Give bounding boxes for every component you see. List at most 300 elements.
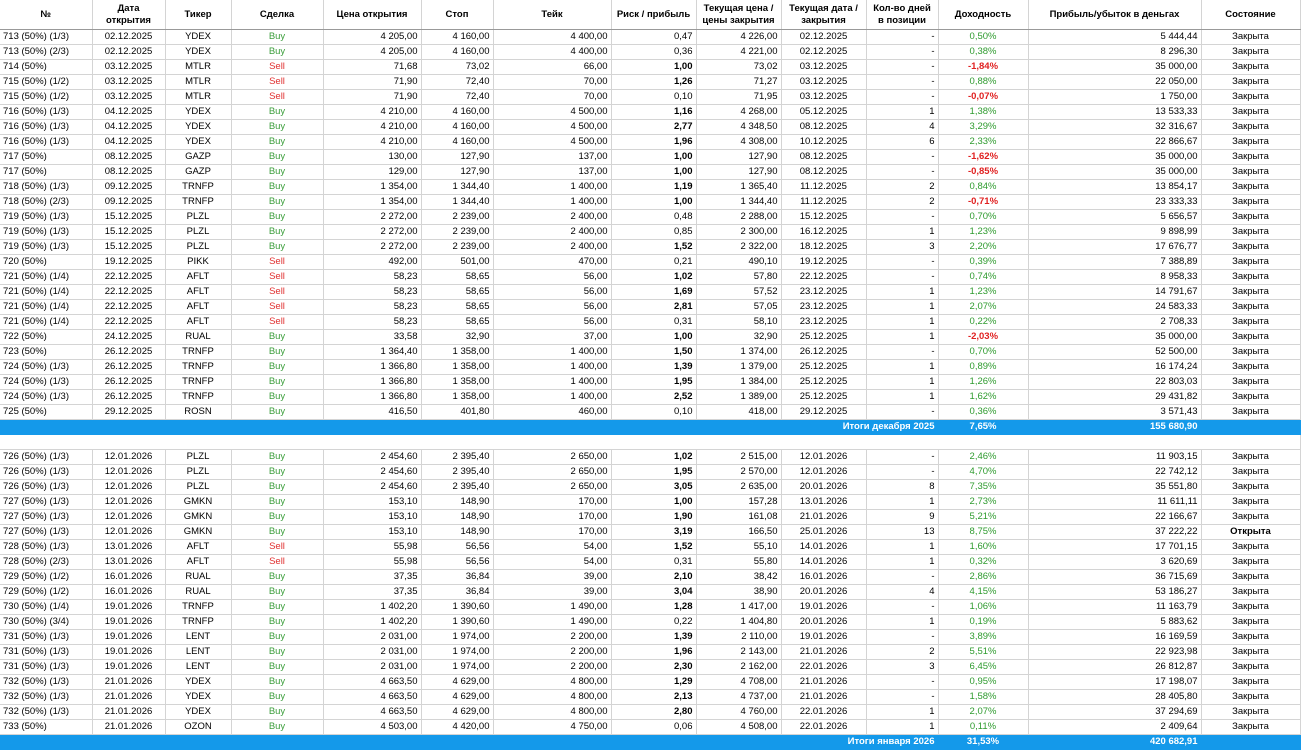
cell-risk-reward[interactable]: 1,26 — [611, 75, 696, 90]
cell-open-date[interactable]: 22.12.2025 — [92, 285, 165, 300]
cell-pnl[interactable]: 35 000,00 — [1028, 150, 1201, 165]
cell-risk-reward[interactable]: 1,02 — [611, 270, 696, 285]
cell-open-date[interactable]: 02.12.2025 — [92, 45, 165, 60]
col-header[interactable]: Тейк — [493, 0, 611, 30]
cell-ticker[interactable]: GAZP — [165, 150, 231, 165]
cell-status[interactable]: Закрыта — [1201, 480, 1300, 495]
cell-ticker[interactable]: YDEX — [165, 675, 231, 690]
cell-yield[interactable]: 3,89% — [938, 630, 1028, 645]
cell-close-price[interactable]: 1 417,00 — [696, 600, 781, 615]
cell-close-date[interactable]: 10.12.2025 — [781, 135, 866, 150]
cell-side[interactable]: Buy — [231, 180, 323, 195]
cell-stop-price[interactable]: 1 390,60 — [421, 600, 493, 615]
cell-risk-reward[interactable]: 2,30 — [611, 660, 696, 675]
cell-open-price[interactable]: 2 272,00 — [323, 240, 421, 255]
cell-close-price[interactable]: 71,27 — [696, 75, 781, 90]
cell-open-price[interactable]: 55,98 — [323, 540, 421, 555]
cell-close-date[interactable]: 03.12.2025 — [781, 75, 866, 90]
cell-yield[interactable]: 0,19% — [938, 615, 1028, 630]
cell-open-price[interactable]: 492,00 — [323, 255, 421, 270]
cell-trade-id[interactable]: 720 (50%) — [0, 255, 92, 270]
cell-trade-id[interactable]: 731 (50%) (1/3) — [0, 645, 92, 660]
cell-trade-id[interactable]: 727 (50%) (1/3) — [0, 510, 92, 525]
cell-close-price[interactable]: 1 344,40 — [696, 195, 781, 210]
cell-stop-price[interactable]: 401,80 — [421, 405, 493, 420]
cell-pnl[interactable]: 37 222,22 — [1028, 525, 1201, 540]
cell-stop-price[interactable]: 4 629,00 — [421, 705, 493, 720]
cell-open-price[interactable]: 71,68 — [323, 60, 421, 75]
cell-take-price[interactable]: 4 500,00 — [493, 105, 611, 120]
col-header[interactable]: Состояние — [1201, 0, 1300, 30]
cell-days-in-position[interactable]: 8 — [866, 480, 938, 495]
cell-side[interactable]: Buy — [231, 450, 323, 465]
cell-yield[interactable]: 1,26% — [938, 375, 1028, 390]
cell-open-price[interactable]: 1 366,80 — [323, 375, 421, 390]
cell-open-date[interactable]: 19.01.2026 — [92, 660, 165, 675]
cell-yield[interactable]: -1,84% — [938, 60, 1028, 75]
cell-status[interactable]: Закрыта — [1201, 675, 1300, 690]
cell-pnl[interactable]: 36 715,69 — [1028, 570, 1201, 585]
cell-pnl[interactable]: 3 620,69 — [1028, 555, 1201, 570]
cell-ticker[interactable]: TRNFP — [165, 180, 231, 195]
cell-side[interactable]: Buy — [231, 630, 323, 645]
cell-open-date[interactable]: 12.01.2026 — [92, 465, 165, 480]
cell-open-price[interactable]: 58,23 — [323, 285, 421, 300]
cell-trade-id[interactable]: 719 (50%) (1/3) — [0, 240, 92, 255]
cell-open-date[interactable]: 12.01.2026 — [92, 480, 165, 495]
cell-open-date[interactable]: 19.01.2026 — [92, 600, 165, 615]
cell-pnl[interactable]: 28 405,80 — [1028, 690, 1201, 705]
cell-stop-price[interactable]: 127,90 — [421, 150, 493, 165]
cell-trade-id[interactable]: 722 (50%) — [0, 330, 92, 345]
cell-open-date[interactable]: 12.01.2026 — [92, 510, 165, 525]
cell-ticker[interactable]: TRNFP — [165, 345, 231, 360]
cell-ticker[interactable]: GMKN — [165, 510, 231, 525]
cell-open-date[interactable]: 02.12.2025 — [92, 30, 165, 45]
cell-yield[interactable]: -0,07% — [938, 90, 1028, 105]
cell-status[interactable]: Закрыта — [1201, 585, 1300, 600]
cell-risk-reward[interactable]: 0,22 — [611, 615, 696, 630]
cell-close-price[interactable]: 1 404,80 — [696, 615, 781, 630]
cell-side[interactable]: Buy — [231, 405, 323, 420]
cell-pnl[interactable]: 22 742,12 — [1028, 465, 1201, 480]
cell-days-in-position[interactable]: 1 — [866, 375, 938, 390]
cell-ticker[interactable]: MTLR — [165, 60, 231, 75]
cell-status[interactable]: Закрыта — [1201, 555, 1300, 570]
cell-close-date[interactable]: 25.12.2025 — [781, 390, 866, 405]
cell-pnl[interactable]: 16 169,59 — [1028, 630, 1201, 645]
cell-risk-reward[interactable]: 0,10 — [611, 90, 696, 105]
cell-close-price[interactable]: 4 221,00 — [696, 45, 781, 60]
cell-ticker[interactable]: TRNFP — [165, 375, 231, 390]
cell-status[interactable]: Закрыта — [1201, 630, 1300, 645]
cell-pnl[interactable]: 8 958,33 — [1028, 270, 1201, 285]
cell-status[interactable]: Закрыта — [1201, 510, 1300, 525]
cell-days-in-position[interactable]: - — [866, 675, 938, 690]
cell-trade-id[interactable]: 727 (50%) (1/3) — [0, 525, 92, 540]
cell-ticker[interactable]: PLZL — [165, 210, 231, 225]
cell-ticker[interactable]: LENT — [165, 645, 231, 660]
cell-yield[interactable]: 2,86% — [938, 570, 1028, 585]
cell-days-in-position[interactable]: 1 — [866, 555, 938, 570]
cell-days-in-position[interactable]: - — [866, 405, 938, 420]
cell-close-date[interactable]: 23.12.2025 — [781, 300, 866, 315]
cell-open-date[interactable]: 24.12.2025 — [92, 330, 165, 345]
cell-side[interactable]: Buy — [231, 150, 323, 165]
cell-open-date[interactable]: 13.01.2026 — [92, 555, 165, 570]
cell-open-price[interactable]: 2 272,00 — [323, 210, 421, 225]
cell-risk-reward[interactable]: 1,39 — [611, 360, 696, 375]
cell-side[interactable]: Buy — [231, 225, 323, 240]
cell-take-price[interactable]: 1 400,00 — [493, 195, 611, 210]
cell-status[interactable]: Закрыта — [1201, 465, 1300, 480]
cell-open-date[interactable]: 26.12.2025 — [92, 390, 165, 405]
cell-close-price[interactable]: 161,08 — [696, 510, 781, 525]
cell-risk-reward[interactable]: 0,47 — [611, 30, 696, 45]
cell-days-in-position[interactable]: 3 — [866, 240, 938, 255]
cell-pnl[interactable]: 5 444,44 — [1028, 30, 1201, 45]
cell-side[interactable]: Buy — [231, 525, 323, 540]
cell-take-price[interactable]: 4 400,00 — [493, 30, 611, 45]
cell-risk-reward[interactable]: 1,00 — [611, 60, 696, 75]
cell-stop-price[interactable]: 58,65 — [421, 300, 493, 315]
cell-close-price[interactable]: 2 570,00 — [696, 465, 781, 480]
cell-take-price[interactable]: 1 490,00 — [493, 600, 611, 615]
cell-take-price[interactable]: 4 750,00 — [493, 720, 611, 735]
cell-stop-price[interactable]: 1 344,40 — [421, 195, 493, 210]
cell-days-in-position[interactable]: 1 — [866, 285, 938, 300]
cell-open-date[interactable]: 03.12.2025 — [92, 90, 165, 105]
cell-close-date[interactable]: 21.01.2026 — [781, 690, 866, 705]
cell-trade-id[interactable]: 718 (50%) (1/3) — [0, 180, 92, 195]
cell-open-price[interactable]: 71,90 — [323, 90, 421, 105]
cell-stop-price[interactable]: 1 974,00 — [421, 660, 493, 675]
cell-close-price[interactable]: 2 143,00 — [696, 645, 781, 660]
cell-close-date[interactable]: 13.01.2026 — [781, 495, 866, 510]
cell-take-price[interactable]: 137,00 — [493, 150, 611, 165]
cell-status[interactable]: Закрыта — [1201, 60, 1300, 75]
cell-stop-price[interactable]: 2 239,00 — [421, 240, 493, 255]
cell-days-in-position[interactable]: 1 — [866, 315, 938, 330]
cell-pnl[interactable]: 1 750,00 — [1028, 90, 1201, 105]
cell-side[interactable]: Buy — [231, 615, 323, 630]
cell-side[interactable]: Buy — [231, 105, 323, 120]
cell-ticker[interactable]: RUAL — [165, 585, 231, 600]
cell-pnl[interactable]: 35 000,00 — [1028, 165, 1201, 180]
cell-yield[interactable]: 2,07% — [938, 705, 1028, 720]
cell-open-date[interactable]: 04.12.2025 — [92, 105, 165, 120]
cell-stop-price[interactable]: 56,56 — [421, 555, 493, 570]
cell-stop-price[interactable]: 36,84 — [421, 570, 493, 585]
cell-close-price[interactable]: 4 737,00 — [696, 690, 781, 705]
cell-take-price[interactable]: 170,00 — [493, 510, 611, 525]
cell-status[interactable]: Закрыта — [1201, 195, 1300, 210]
cell-status[interactable]: Закрыта — [1201, 135, 1300, 150]
cell-stop-price[interactable]: 56,56 — [421, 540, 493, 555]
cell-trade-id[interactable]: 718 (50%) (2/3) — [0, 195, 92, 210]
cell-close-date[interactable]: 05.12.2025 — [781, 105, 866, 120]
total-pnl[interactable]: 155 680,90 — [1028, 420, 1201, 435]
cell-stop-price[interactable]: 4 160,00 — [421, 135, 493, 150]
cell-trade-id[interactable]: 723 (50%) — [0, 345, 92, 360]
cell-yield[interactable]: 4,15% — [938, 585, 1028, 600]
cell-yield[interactable]: 1,60% — [938, 540, 1028, 555]
cell-days-in-position[interactable]: - — [866, 690, 938, 705]
cell-risk-reward[interactable]: 1,69 — [611, 285, 696, 300]
cell-days-in-position[interactable]: - — [866, 30, 938, 45]
cell-ticker[interactable]: PLZL — [165, 480, 231, 495]
cell-close-date[interactable]: 21.01.2026 — [781, 510, 866, 525]
cell-side[interactable]: Buy — [231, 30, 323, 45]
cell-close-price[interactable]: 2 515,00 — [696, 450, 781, 465]
cell-trade-id[interactable]: 716 (50%) (1/3) — [0, 135, 92, 150]
cell-risk-reward[interactable]: 1,52 — [611, 540, 696, 555]
cell-side[interactable]: Buy — [231, 675, 323, 690]
cell-take-price[interactable]: 56,00 — [493, 315, 611, 330]
cell-close-date[interactable]: 25.01.2026 — [781, 525, 866, 540]
cell-yield[interactable]: 0,70% — [938, 345, 1028, 360]
cell-ticker[interactable]: YDEX — [165, 705, 231, 720]
cell-stop-price[interactable]: 72,40 — [421, 75, 493, 90]
cell-stop-price[interactable]: 2 239,00 — [421, 210, 493, 225]
cell-close-price[interactable]: 4 348,50 — [696, 120, 781, 135]
cell-close-date[interactable]: 02.12.2025 — [781, 45, 866, 60]
cell-yield[interactable]: 0,38% — [938, 45, 1028, 60]
cell-close-price[interactable]: 127,90 — [696, 165, 781, 180]
cell-days-in-position[interactable]: - — [866, 165, 938, 180]
cell-ticker[interactable]: PLZL — [165, 225, 231, 240]
cell-side[interactable]: Buy — [231, 390, 323, 405]
cell-days-in-position[interactable]: 1 — [866, 225, 938, 240]
cell-risk-reward[interactable]: 0,21 — [611, 255, 696, 270]
cell-side[interactable]: Buy — [231, 375, 323, 390]
cell-close-date[interactable]: 19.01.2026 — [781, 630, 866, 645]
cell-open-date[interactable]: 08.12.2025 — [92, 165, 165, 180]
cell-risk-reward[interactable]: 3,05 — [611, 480, 696, 495]
cell-open-price[interactable]: 58,23 — [323, 270, 421, 285]
cell-close-price[interactable]: 2 288,00 — [696, 210, 781, 225]
cell-days-in-position[interactable]: - — [866, 150, 938, 165]
cell-ticker[interactable]: AFLT — [165, 270, 231, 285]
cell-open-date[interactable]: 15.12.2025 — [92, 210, 165, 225]
cell-trade-id[interactable]: 721 (50%) (1/4) — [0, 270, 92, 285]
cell-open-price[interactable]: 2 031,00 — [323, 660, 421, 675]
cell-ticker[interactable]: PLZL — [165, 450, 231, 465]
cell-trade-id[interactable]: 717 (50%) — [0, 150, 92, 165]
cell-status[interactable]: Закрыта — [1201, 255, 1300, 270]
cell-take-price[interactable]: 2 400,00 — [493, 210, 611, 225]
cell-days-in-position[interactable]: - — [866, 90, 938, 105]
cell-open-price[interactable]: 2 454,60 — [323, 450, 421, 465]
cell-trade-id[interactable]: 713 (50%) (1/3) — [0, 30, 92, 45]
cell-take-price[interactable]: 2 650,00 — [493, 450, 611, 465]
cell-close-price[interactable]: 38,42 — [696, 570, 781, 585]
cell-open-date[interactable]: 21.01.2026 — [92, 690, 165, 705]
cell-status[interactable]: Закрыта — [1201, 690, 1300, 705]
cell-take-price[interactable]: 4 800,00 — [493, 705, 611, 720]
cell-trade-id[interactable]: 713 (50%) (2/3) — [0, 45, 92, 60]
cell-risk-reward[interactable]: 0,85 — [611, 225, 696, 240]
cell-open-price[interactable]: 153,10 — [323, 510, 421, 525]
cell-open-price[interactable]: 1 402,20 — [323, 615, 421, 630]
cell-open-date[interactable]: 04.12.2025 — [92, 120, 165, 135]
cell-status[interactable]: Закрыта — [1201, 705, 1300, 720]
cell-pnl[interactable]: 14 791,67 — [1028, 285, 1201, 300]
cell-open-price[interactable]: 58,23 — [323, 315, 421, 330]
cell-ticker[interactable]: PLZL — [165, 465, 231, 480]
cell-days-in-position[interactable]: 4 — [866, 585, 938, 600]
cell-days-in-position[interactable]: 1 — [866, 300, 938, 315]
cell-take-price[interactable]: 2 400,00 — [493, 225, 611, 240]
cell-yield[interactable]: 0,88% — [938, 75, 1028, 90]
cell-close-price[interactable]: 57,05 — [696, 300, 781, 315]
cell-days-in-position[interactable]: 9 — [866, 510, 938, 525]
cell-risk-reward[interactable]: 1,00 — [611, 195, 696, 210]
cell-side[interactable]: Buy — [231, 210, 323, 225]
cell-pnl[interactable]: 37 294,69 — [1028, 705, 1201, 720]
cell-close-date[interactable]: 08.12.2025 — [781, 120, 866, 135]
cell-open-date[interactable]: 26.12.2025 — [92, 345, 165, 360]
cell-close-price[interactable]: 73,02 — [696, 60, 781, 75]
cell-side[interactable]: Buy — [231, 510, 323, 525]
cell-open-price[interactable]: 416,50 — [323, 405, 421, 420]
cell-ticker[interactable]: MTLR — [165, 75, 231, 90]
cell-take-price[interactable]: 170,00 — [493, 525, 611, 540]
cell-stop-price[interactable]: 501,00 — [421, 255, 493, 270]
cell-take-price[interactable]: 4 500,00 — [493, 120, 611, 135]
cell-close-date[interactable]: 19.12.2025 — [781, 255, 866, 270]
col-header[interactable]: Кол-во дней в позиции — [866, 0, 938, 30]
cell-ticker[interactable]: TRNFP — [165, 600, 231, 615]
cell-pnl[interactable]: 9 898,99 — [1028, 225, 1201, 240]
cell-close-price[interactable]: 55,10 — [696, 540, 781, 555]
cell-ticker[interactable]: GAZP — [165, 165, 231, 180]
cell-trade-id[interactable]: 719 (50%) (1/3) — [0, 225, 92, 240]
cell-days-in-position[interactable]: - — [866, 600, 938, 615]
cell-close-date[interactable]: 11.12.2025 — [781, 180, 866, 195]
cell-side[interactable]: Sell — [231, 555, 323, 570]
cell-stop-price[interactable]: 4 420,00 — [421, 720, 493, 735]
cell-close-date[interactable]: 20.01.2026 — [781, 615, 866, 630]
cell-close-date[interactable]: 08.12.2025 — [781, 150, 866, 165]
cell-open-price[interactable]: 37,35 — [323, 585, 421, 600]
cell-trade-id[interactable]: 724 (50%) (1/3) — [0, 360, 92, 375]
cell-side[interactable]: Buy — [231, 120, 323, 135]
cell-side[interactable]: Sell — [231, 255, 323, 270]
cell-side[interactable]: Buy — [231, 135, 323, 150]
cell-take-price[interactable]: 39,00 — [493, 585, 611, 600]
cell-yield[interactable]: 2,07% — [938, 300, 1028, 315]
cell-status[interactable]: Закрыта — [1201, 450, 1300, 465]
col-header[interactable]: Текущая дата / закрытия — [781, 0, 866, 30]
col-header[interactable]: Тикер — [165, 0, 231, 30]
cell-status[interactable]: Закрыта — [1201, 645, 1300, 660]
cell-status[interactable]: Закрыта — [1201, 270, 1300, 285]
cell-open-date[interactable]: 15.12.2025 — [92, 225, 165, 240]
cell-open-date[interactable]: 19.12.2025 — [92, 255, 165, 270]
cell-open-date[interactable]: 08.12.2025 — [92, 150, 165, 165]
cell-stop-price[interactable]: 4 160,00 — [421, 45, 493, 60]
cell-open-price[interactable]: 1 354,00 — [323, 180, 421, 195]
cell-take-price[interactable]: 2 650,00 — [493, 465, 611, 480]
cell-open-date[interactable]: 19.01.2026 — [92, 630, 165, 645]
cell-close-date[interactable]: 12.01.2026 — [781, 450, 866, 465]
cell-days-in-position[interactable]: 1 — [866, 495, 938, 510]
cell-take-price[interactable]: 56,00 — [493, 285, 611, 300]
cell-close-price[interactable]: 2 162,00 — [696, 660, 781, 675]
cell-pnl[interactable]: 17 198,07 — [1028, 675, 1201, 690]
cell-ticker[interactable]: TRNFP — [165, 615, 231, 630]
cell-open-price[interactable]: 71,90 — [323, 75, 421, 90]
cell-close-price[interactable]: 57,80 — [696, 270, 781, 285]
cell-pnl[interactable]: 11 163,79 — [1028, 600, 1201, 615]
cell-open-price[interactable]: 4 663,50 — [323, 675, 421, 690]
cell-side[interactable]: Buy — [231, 45, 323, 60]
total-pnl[interactable]: 420 682,91 — [1028, 735, 1201, 750]
cell-yield[interactable]: 3,29% — [938, 120, 1028, 135]
cell-close-price[interactable]: 32,90 — [696, 330, 781, 345]
cell-risk-reward[interactable]: 1,39 — [611, 630, 696, 645]
cell-stop-price[interactable]: 148,90 — [421, 525, 493, 540]
cell-trade-id[interactable]: 732 (50%) (1/3) — [0, 690, 92, 705]
cell-yield[interactable]: 0,84% — [938, 180, 1028, 195]
cell-risk-reward[interactable]: 0,36 — [611, 45, 696, 60]
cell-close-date[interactable]: 18.12.2025 — [781, 240, 866, 255]
cell-risk-reward[interactable]: 1,96 — [611, 645, 696, 660]
cell-pnl[interactable]: 22 923,98 — [1028, 645, 1201, 660]
cell-close-price[interactable]: 1 365,40 — [696, 180, 781, 195]
cell-side[interactable]: Sell — [231, 75, 323, 90]
cell-close-price[interactable]: 1 384,00 — [696, 375, 781, 390]
cell-take-price[interactable]: 1 400,00 — [493, 390, 611, 405]
cell-days-in-position[interactable]: 1 — [866, 615, 938, 630]
cell-ticker[interactable]: YDEX — [165, 120, 231, 135]
cell-yield[interactable]: 0,32% — [938, 555, 1028, 570]
cell-status[interactable]: Закрыта — [1201, 360, 1300, 375]
cell-open-date[interactable]: 03.12.2025 — [92, 60, 165, 75]
cell-trade-id[interactable]: 714 (50%) — [0, 60, 92, 75]
cell-close-date[interactable]: 03.12.2025 — [781, 60, 866, 75]
cell-days-in-position[interactable]: - — [866, 270, 938, 285]
cell-yield[interactable]: 2,33% — [938, 135, 1028, 150]
cell-pnl[interactable]: 8 296,30 — [1028, 45, 1201, 60]
cell-take-price[interactable]: 4 400,00 — [493, 45, 611, 60]
cell-trade-id[interactable]: 717 (50%) — [0, 165, 92, 180]
cell-ticker[interactable]: YDEX — [165, 105, 231, 120]
cell-side[interactable]: Buy — [231, 720, 323, 735]
cell-days-in-position[interactable]: 1 — [866, 360, 938, 375]
cell-status[interactable]: Закрыта — [1201, 75, 1300, 90]
cell-open-date[interactable]: 12.01.2026 — [92, 495, 165, 510]
cell-side[interactable]: Buy — [231, 570, 323, 585]
cell-pnl[interactable]: 13 854,17 — [1028, 180, 1201, 195]
cell-trade-id[interactable]: 721 (50%) (1/4) — [0, 285, 92, 300]
cell-yield[interactable]: 2,20% — [938, 240, 1028, 255]
cell-open-price[interactable]: 1 364,40 — [323, 345, 421, 360]
cell-close-price[interactable]: 4 760,00 — [696, 705, 781, 720]
cell-open-price[interactable]: 55,98 — [323, 555, 421, 570]
cell-side[interactable]: Buy — [231, 330, 323, 345]
cell-days-in-position[interactable]: 1 — [866, 705, 938, 720]
cell-days-in-position[interactable]: - — [866, 255, 938, 270]
cell-yield[interactable]: 0,22% — [938, 315, 1028, 330]
cell-stop-price[interactable]: 58,65 — [421, 285, 493, 300]
cell-stop-price[interactable]: 148,90 — [421, 495, 493, 510]
cell-risk-reward[interactable]: 1,28 — [611, 600, 696, 615]
cell-status[interactable]: Закрыта — [1201, 600, 1300, 615]
cell-take-price[interactable]: 2 200,00 — [493, 645, 611, 660]
cell-days-in-position[interactable]: 4 — [866, 120, 938, 135]
